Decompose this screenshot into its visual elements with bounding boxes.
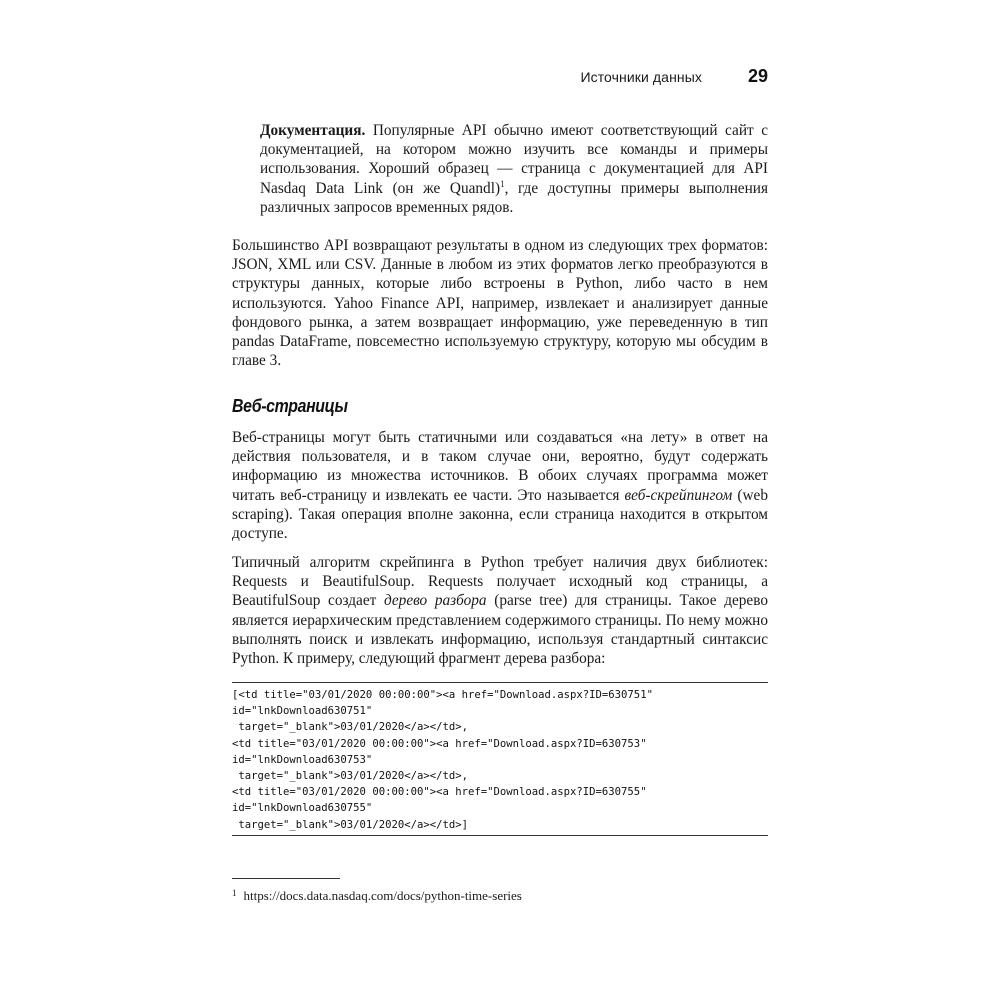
code-block-bottom-rule (232, 835, 768, 836)
callout-term: Документация. (260, 122, 366, 139)
paragraph-text: Типичный алгоритм скрейпинга в Python требует наличия двух библиотек: Requests и BeautifulSoup. Requests получает исходный код страницы, а BeautifulSoup создает (232, 554, 768, 610)
paragraph-text: (parse tree) для страницы. Такое дерево является иерархическим представлением содержимого страницы. По нему можно выполнять поиск и извлекать информацию, используя стандартный синтаксис Python. К примеру, следующий фрагмент дерева разбора: (232, 592, 768, 668)
callout-text-end: , где доступны примеры выполнения различных запросов временных рядов. (260, 179, 768, 216)
footnote-mark: 1 (232, 888, 237, 898)
footnote-reference[interactable]: 1 (500, 178, 505, 189)
paragraph-parse-tree (232, 553, 768, 668)
page-number: 29 (747, 66, 768, 86)
footnote-separator (232, 878, 340, 879)
documentation-callout (260, 121, 768, 217)
paragraph-api-formats: Большинство API возвращают результаты в одном из следующих трех форматов: JSON, XML или CSV. Данные в любом из этих форматов легко преобразуются в структуры данных, которые либо встроены в Python, либо часто в нем используются. Yahoo Finance API, например, извлекает и анализирует данные фондового рынка, а затем возвращает информацию, уже переведенную в тип pandas DataFrame, повсеместно используемую структуру, которую мы обсудим в главе 3. (232, 237, 768, 370)
paragraph-web-scraping (232, 428, 768, 543)
emphasis-term: веб-скрейпингом (624, 486, 733, 504)
running-header-section-title: Источники данных (580, 69, 702, 85)
code-block-top-rule (232, 682, 768, 683)
section-heading: Веб-страницы (232, 396, 348, 416)
footnote (232, 885, 768, 904)
running-header (232, 66, 768, 88)
callout-text: Популярные API обычно имеют соответствующий сайт с документацией, на котором можно изучить все команды и примеры использования. Хороший образец — страница с документацией для API Nasdaq Data Link (он же Quandl) (260, 122, 768, 197)
footnote-url[interactable]: https://docs.data.nasdaq.com/docs/python-time-series (243, 888, 522, 903)
paragraph-text: Веб-страницы могут быть статичными или создаваться «на лету» в ответ на действия пользователя, и в таком случае они, вероятно, будут содержать информацию из множества источников. В обоих случаях программа может читать веб-страницу и извлекать ее части. Это называется (232, 429, 768, 504)
emphasis-term: дерево разбора (383, 592, 487, 610)
paragraph-text: (web scraping). Такая операция вполне законна, если страница находится в открытом доступе. (232, 486, 768, 543)
code-block: [<td title="03/01/2020 00:00:00"><a href="Download.aspx?ID=630751" id="lnkDownload630751" target="_blank">03/01/2020</a></td>, <td title="03/01/2020 00:00:00"><a href="Download.aspx?ID=630753" id="lnkDownload630753" target="_blank">03/01/2020</a></td>, <td title="03/01/2020 00:00:00"><a href="Download.aspx?ID=630755" id="lnkDownload630755" target="_blank">03/01/2020</a></td>] (232, 689, 653, 831)
